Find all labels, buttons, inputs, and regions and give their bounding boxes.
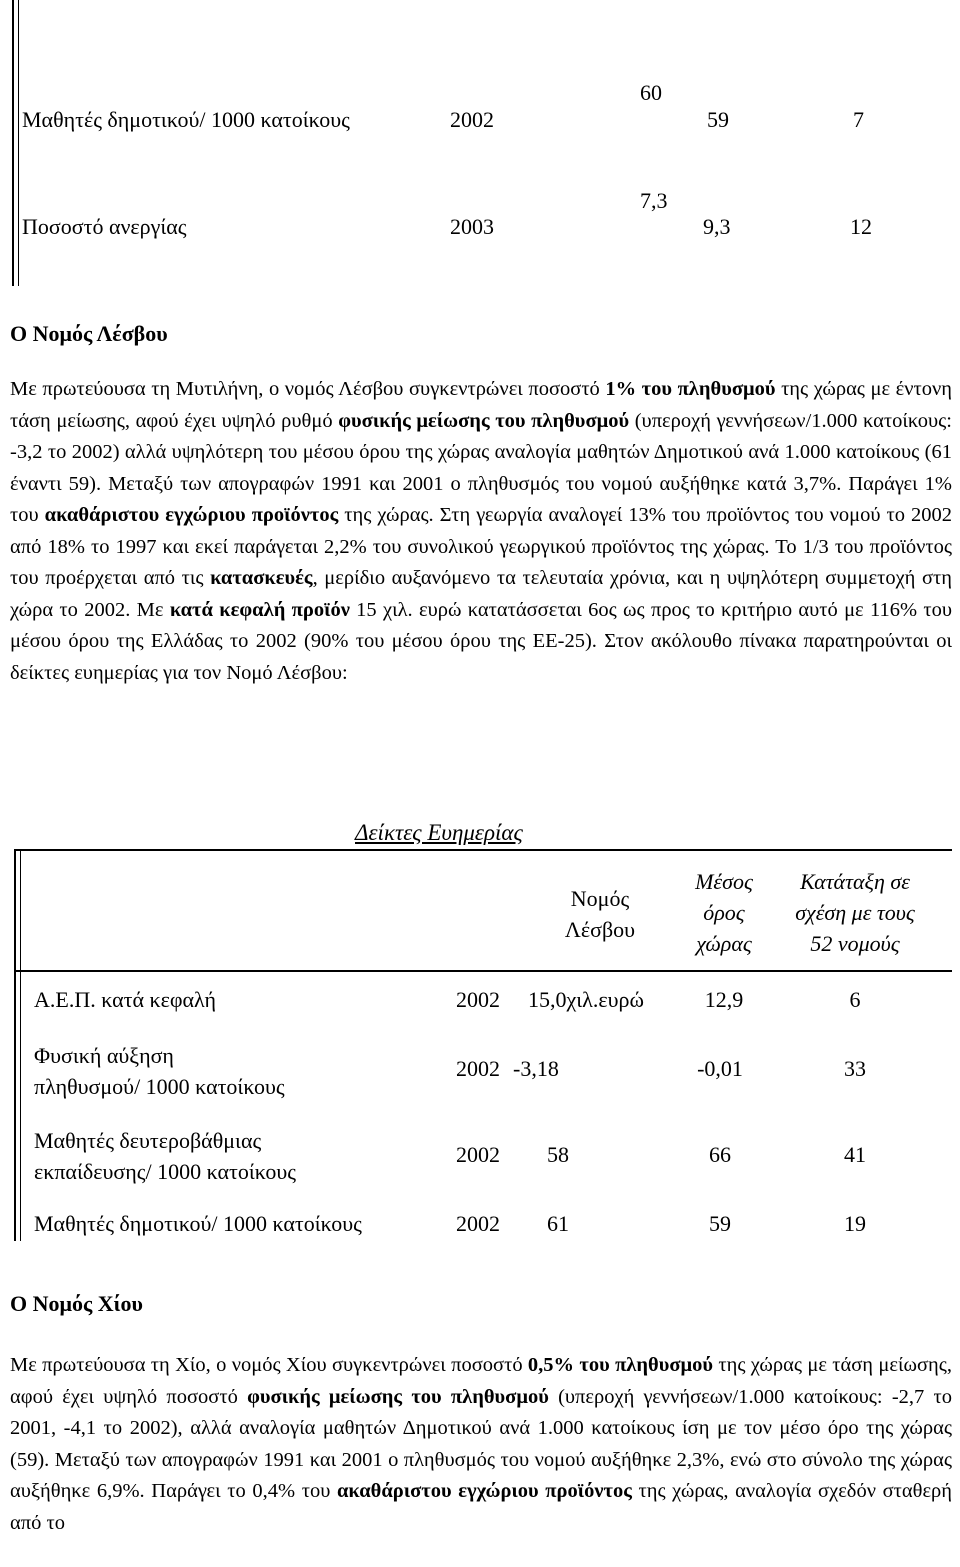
table-row-2-value: -3,18 xyxy=(513,1056,559,1081)
table-row-4-value: 61 xyxy=(547,1211,569,1236)
table-row-4-rank: 19 xyxy=(844,1211,866,1236)
top-row-1-rank: 7 xyxy=(853,107,864,132)
table-header-divider xyxy=(14,970,952,972)
header-katataxi: Κατάταξη σε σχέση με τους 52 νομούς xyxy=(795,869,915,956)
top-row-2-national: 9,3 xyxy=(703,214,731,239)
top-row-1-year: 2002 xyxy=(450,107,494,132)
table-row-1-national: 12,9 xyxy=(704,987,744,1012)
lesvos-paragraph: Με πρωτεύουσα τη Μυτιλήνη, ο νομός Λέσβου συγκεντρώνει ποσοστό 1% του πληθυσμού της χώρας με έντονη τάση μείωσης, αφού έχει υψηλό ρυθμό φυσικής μείωσης του πληθυσμού (υπεροχή γεννήσεων/1.000 κατοίκους: -3,2 το 2002) αλλά υψηλότερη του μέσου όρου της χώρας αναλογία μαθητών Δημοτικού ανά 1.000 κατοίκους (61 έναντι 59). Μεταξύ των απογραφών 1991 και 2001 ο πληθυσμός του νομού αυξήθηκε κατά 3,7%. Παράγει 1% του ακαθάριστου εγχώριου προϊόντος της χώρας. Στη γεωργία αναλογεί 13% του προϊόντος του νομού το 2002 από 18% το 1997 και εκεί παράγεται 2,2% του συνολικού γεωργικού προϊόντος της χώρας. Το 1/3 του προϊόντος του προέρχεται από τις κατασκευές, μερίδιο αυξανόμενο τα τελευταία χρόνια, και η υψηλότερη συμμετοχή στη χώρα το 2002. Με κατά κεφαλή προϊόν 15 χιλ. ευρώ κατατάσσεται 6ος ως προς το κριτήριο αυτό με 116% του μέσου όρου της Ελλάδας το 2002 (90% του μέσου όρου της ΕΕ-25). Στον ακόλουθο πίνακα παρατηρούνται οι δείκτες ευημερίας για τον Νομό Λέσβου: xyxy=(10,378,953,684)
top-row-1-national: 59 xyxy=(707,107,729,132)
top-row-2-year: 2003 xyxy=(450,214,494,239)
lesvos-title: Ο Νομός Λέσβου xyxy=(10,321,168,346)
table-row-3-national: 66 xyxy=(709,1142,731,1167)
chios-paragraph: Με πρωτεύουσα τη Χίο, ο νομός Χίου συγκεντρώνει ποσοστό 0,5% του πληθυσμού της χώρας με τάση μείωσης, αφού έχει υψηλό ποσοστό φυσικής μείωσης του πληθυσμού (υπεροχή γεννήσεων/1.000 κατοίκους: -2,7 το 2001, -4,1 το 2002), αλλά αναλογία μαθητών Δημοτικού ανά 1.000 κατοίκους ίση με τον μέσο όρο της χώρας (59). Μεταξύ των απογραφών 1991 και 2001 ο πληθυσμός του νομού αυξήθηκε 2,3%, ενώ στο σύνολο της χώρας αυξήθηκε 6,9%. Παράγει το 0,4% του ακαθάριστου εγχώριου προϊόντος της χώρας, αναλογία σχεδόν σταθερή από το xyxy=(10,1354,953,1534)
table-row-1-value: 15,0χιλ.ευρώ xyxy=(528,987,644,1012)
table-row-1-label: Α.Ε.Π. κατά κεφαλή xyxy=(34,987,217,1012)
top-row-2-label: Ποσοστό ανεργίας xyxy=(22,214,187,239)
table-row-3-label: Μαθητές δευτεροβάθμιας εκπαίδευσης/ 1000 κατοίκους xyxy=(34,1128,296,1184)
table-left-border-inner xyxy=(18,0,19,286)
table-row-2-label: Φυσική αύξηση πληθυσμού/ 1000 κατοίκους xyxy=(34,1043,285,1099)
table-row-2-rank: 33 xyxy=(844,1056,866,1081)
chios-title: Ο Νομός Χίου xyxy=(10,1291,143,1316)
table-left-border-inner xyxy=(20,849,21,1241)
table-row-4-year: 2002 xyxy=(456,1211,500,1236)
header-mesos: Μέσος όρος χώρας xyxy=(695,869,753,956)
top-row-1-label: Μαθητές δημοτικού/ 1000 κατοίκους xyxy=(22,107,350,132)
table-row-1-year: 2002 xyxy=(456,987,500,1012)
table-row-3-rank: 41 xyxy=(844,1142,866,1167)
table-row-4-label: Μαθητές δημοτικού/ 1000 κατοίκους xyxy=(34,1211,362,1236)
table-row-4-national: 59 xyxy=(709,1211,731,1236)
table-row-2-national: -0,01 xyxy=(697,1056,743,1081)
table-row-3-year: 2002 xyxy=(456,1142,500,1167)
table-top-border xyxy=(14,849,952,851)
table-row-3-value: 58 xyxy=(547,1142,569,1167)
table-left-border xyxy=(14,849,16,1241)
header-nomos: Νομός Λέσβου xyxy=(564,886,636,942)
top-row-2-top-value: 7,3 xyxy=(640,188,668,213)
table-left-border xyxy=(12,0,14,286)
table-row-2-year: 2002 xyxy=(456,1056,500,1081)
top-row-1-top-value: 60 xyxy=(640,80,662,105)
top-row-2-rank: 12 xyxy=(850,214,872,239)
table-row-1-rank: 6 xyxy=(849,987,861,1012)
welfare-table-caption: Δείκτες Ευημερίας xyxy=(355,820,523,845)
